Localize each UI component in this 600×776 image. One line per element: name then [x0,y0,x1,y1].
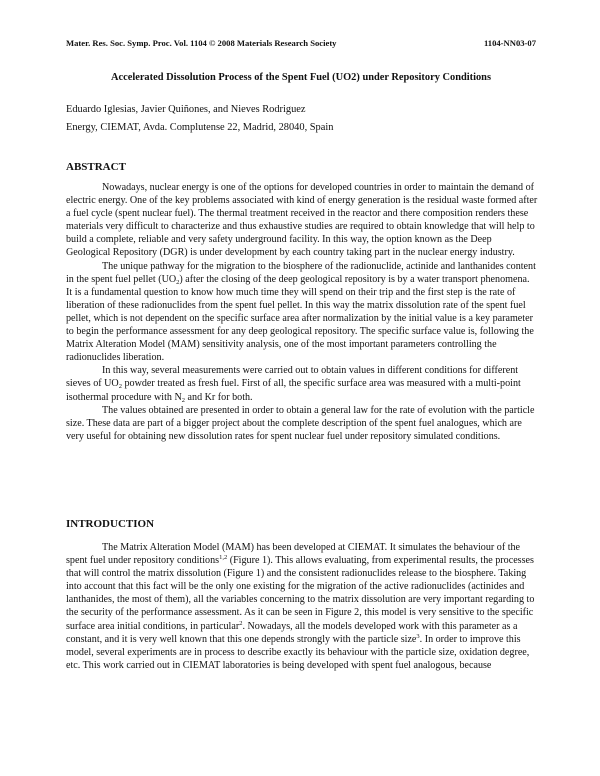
author-names: Eduardo Iglesias, Javier Quiñones, and Nieves Rodriguez [66,104,306,115]
citation-superscript: 2 [239,619,243,627]
citation-superscript: 3 [416,632,420,640]
paper-title: Accelerated Dissolution Process of the Spent Fuel (UO2) under Repository Conditions [110,72,491,83]
author-block [66,101,333,137]
header-paper-code: 1104-NN03-07 [483,38,536,48]
abstract-paragraph-4: The values obtained are presented in order to obtain a general law for the rate of evolution with the particle size. These data are part of a bigger project about the complete description of the spent fuel analogues, which are very useful for obtaining new dissolution rates for spent nuclear fuel under repository simulated conditions. [66,404,535,442]
abstract-paragraph-2: The unique pathway for the migration to the biosphere of the radionuclide, actinide and lanthanides content in the spent fuel pellet $(UO_2)$ after the closing of the deep geological repository is by a water transport phenomena. It is a fundamental question to know how much time they will spend on their trip and the first step is the rate of liberation of these radionuclides from the spent fuel pellet. In this way the matrix dissolution rate of the spent fuel pellet, which is not dependent on the specific surface area after normalization by the initial value is a key parameter to begin the performance assessment for any deep geological repository. The specific surface value is, following the Matrix Alteration Model (MAM) sensitivity analysis, one of the most important parameters controlling the radionuclides liberation. [66,260,536,364]
header-citation: Mater. Res. Soc. Symp. Proc. Vol. 1104 © 2008 Materials Research Society [66,38,337,48]
running-header [66,38,536,48]
abstract-heading: ABSTRACT [66,161,126,173]
introduction-heading: INTRODUCTION [66,518,155,530]
introduction-paragraph-1: The Matrix Alteration Model (MAM) has been developed at CIEMAT. It simulates the behaviour of the spent fuel under repository conditions$^{1,2}$ (Figure 1). This allows evaluating, from experimental results, the processes that will control the matrix dissolution (Figure 1) and the consistent radionuclides release to the biosphere. Taking into account that this fact will be the only one existing for the migration of the active radionuclides (actinides and lanthanides, the most of them), all the variables concerning to the matrix dissolution are very important regarding to the security of the performance assessment. As it can be seen in Figure 2, this model is very sensitive to the specific surface area initial conditions, in particular$^2$. Nowadays, all the models developed work with this parameter as a constant, and it is very well known that this one depends strongly with the particle size$^3$. In order to improve this model, several experiments are in process to describe exactly its behaviour with the particle size, oxidation degree, etc. This work carried out in CIEMAT laboratories is being developed with spent fuel analogous, because [66,542,535,671]
abstract-paragraph-3: In this way, several measurements were carried out to obtain values in different conditions for different sieves of $UO_2$ powder treated as fresh fuel. First of all, the specific surface area was measured with a multi-point isothermal procedure with $N_2$ and Kr for both. [66,365,521,404]
abstract-paragraph-1: Nowadays, nuclear energy is one of the options for developed countries in order to maintain the demand of electric energy. One of the key problems associated with kind of energy generation is the residual waste formed after a fuel cycle (spent nuclear fuel). The thermal treatment received in the reactor and there composition renders these materials very difficult to characterize and thus exhaustive studies are required to obtain knowledge that will help to build a complete, reliable and very safety underground facility. In this way, the option known as the Deep Geological Repository (DGR) is under development by each country taking part in the nuclear energy industry. [66,182,538,259]
citation-superscript: 1,2 [219,554,228,562]
author-affiliation: Energy, CIEMAT, Avda. Complutense 22, Madrid, 28040, Spain [66,122,334,133]
abstract-body [66,181,538,443]
introduction-body [66,541,538,672]
